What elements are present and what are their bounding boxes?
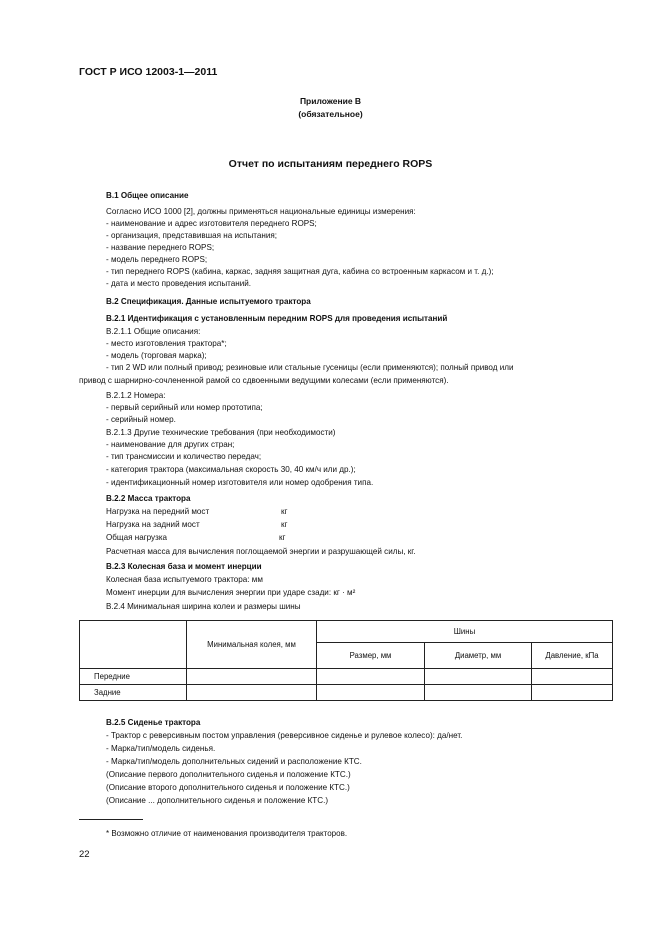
diameter-header: Диаметр, мм (425, 643, 532, 669)
body-line: привод с шарнирно-сочлененной рамой со сдвоенными ведущими колесами (если применяются). (79, 376, 449, 385)
body-line: (Описание ... дополнительного сиденья и положение КТС.) (106, 796, 329, 805)
body-line: В.2.1.1 Общие описания: (106, 327, 201, 336)
body-line: - наименование и адрес изготовителя переднего ROPS; (106, 219, 317, 228)
body-line: Колесная база испытуемого трактора: мм (106, 575, 263, 584)
body-line: - тип трансмиссии и количество передач; (106, 452, 262, 461)
track-tyre-table (79, 620, 613, 701)
body-line: - категория трактора (максимальная скорость 30, 40 км/ч или др.); (106, 465, 356, 474)
body-line: - организация, представившая на испытания; (106, 231, 278, 240)
mass-front-label: Нагрузка на передний мост (106, 507, 210, 516)
cell-empty (532, 685, 613, 701)
footnote-divider (79, 819, 143, 820)
cell-empty (425, 685, 532, 701)
section-b23-heading: В.2.3 Колесная база и момент инерции (106, 562, 262, 571)
page-number: 22 (79, 849, 90, 860)
body-line: - Марка/тип/модель сиденья. (106, 744, 216, 753)
mass-rear-label: Нагрузка на задний мост (106, 520, 200, 529)
cell-empty (317, 685, 425, 701)
body-line: Момент инерции для вычисления энергии при ударе сзади: кг · м² (106, 588, 356, 597)
pressure-header: Давление, кПа (532, 643, 613, 669)
mass-total-label: Общая нагрузка (106, 533, 168, 542)
document-header: ГОСТ Р ИСО 12003-1—2011 (79, 66, 218, 78)
table-corner-cell (80, 621, 187, 669)
body-line: - Трактор с реверсивным постом управления (реверсивное сиденье и рулевое колесо): да/нет. (106, 731, 463, 740)
body-line: - тип переднего ROPS (кабина, каркас, задняя защитная дуга, кабина со встроенным каркасом и т. д.); (106, 267, 494, 276)
section-b2-heading: В.2 Спецификация. Данные испытуемого трактора (106, 297, 311, 306)
body-line: - место изготовления трактора*; (106, 339, 227, 348)
section-b22-heading: В.2.2 Масса трактора (106, 494, 191, 503)
table-row (80, 669, 613, 685)
cell-empty (317, 669, 425, 685)
body-line: - модель переднего ROPS; (106, 255, 208, 264)
cell-empty (425, 669, 532, 685)
section-b21-heading: В.2.1 Идентификация с установленным передним ROPS для проведения испытаний (106, 314, 448, 323)
body-line: - название переднего ROPS; (106, 243, 215, 252)
body-line: - серийный номер. (106, 415, 176, 424)
mass-front-unit: кг (281, 507, 288, 516)
cell-empty (187, 685, 317, 701)
body-line: - наименование для других стран; (106, 440, 235, 449)
body-line: В.2.1.2 Номера: (106, 391, 166, 400)
body-line: Расчетная масса для вычисления поглощаемой энергии и разрушающей силы, кг. (106, 547, 416, 556)
mass-rear-unit: кг (281, 520, 288, 529)
body-line: - идентификационный номер изготовителя или номер одобрения типа. (106, 478, 374, 487)
body-line: (Описание второго дополнительного сиденья и положение КТС.) (106, 783, 350, 792)
section-b24-heading: В.2.4 Минимальная ширина колеи и размеры шины (106, 602, 301, 611)
cell-empty (532, 669, 613, 685)
tyres-header: Шины (317, 621, 613, 643)
mass-total-unit: кг (279, 533, 286, 542)
body-line: В.2.1.3 Другие технические требования (при необходимости) (106, 428, 336, 437)
appendix-status: (обязательное) (298, 109, 363, 119)
section-b25-heading: В.2.5 Сиденье трактора (106, 718, 201, 727)
footnote: * Возможно отличие от наименования производителя тракторов. (106, 829, 348, 838)
body-line: - дата и место проведения испытаний. (106, 279, 252, 288)
body-line: - тип 2 WD или полный привод; резиновые или стальные гусеницы (если применяются); полный привод или (106, 363, 514, 372)
row-label-rear: Задние (80, 685, 187, 701)
body-line: - первый серийный или номер прототипа; (106, 403, 263, 412)
report-title: Отчет по испытаниям переднего ROPS (228, 158, 433, 170)
table-row (80, 685, 613, 701)
body-line: - Марка/тип/модель дополнительных сидений и расположение КТС. (106, 757, 362, 766)
body-line: Согласно ИСО 1000 [2], должны применяться национальные единицы измерения: (106, 207, 416, 216)
body-line: - модель (торговая марка); (106, 351, 207, 360)
cell-empty (187, 669, 317, 685)
row-label-front: Передние (80, 669, 187, 685)
size-header: Размер, мм (317, 643, 425, 669)
min-track-header: Минимальная колея, мм (187, 621, 317, 669)
section-b1-heading: В.1 Общее описание (106, 191, 189, 200)
appendix-label: Приложение В (299, 96, 362, 106)
body-line: (Описание первого дополнительного сиденья и положение КТС.) (106, 770, 351, 779)
